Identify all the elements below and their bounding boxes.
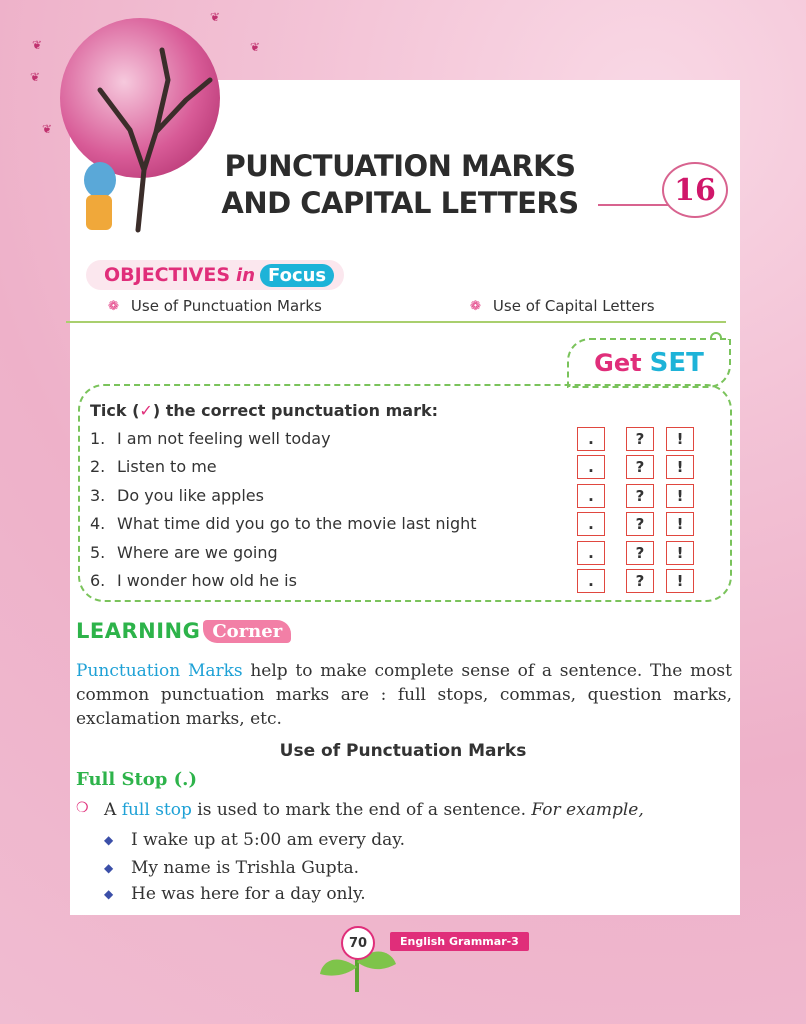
question-text: Listen to me [117, 457, 217, 476]
question-number: 2. [90, 457, 106, 476]
answer-checkbox[interactable]: ! [666, 541, 694, 565]
punctuation-marks-term: Punctuation Marks [76, 661, 243, 681]
girl-dress [86, 195, 112, 230]
objective-item [108, 297, 322, 315]
objective-text: Use of Capital Letters [492, 297, 655, 315]
objectives-banner [90, 262, 334, 288]
answer-checkbox[interactable]: ? [626, 484, 654, 508]
leaf-decoration: ❦ [42, 122, 53, 136]
learning-corner-banner [76, 619, 291, 643]
corner-word: Corner [203, 620, 291, 643]
chapter-title-line1: PUNCTUATION MARKS [224, 149, 576, 183]
question-row [90, 543, 278, 562]
rule-example-label: For example, [531, 800, 644, 820]
objectives-focus: Focus [260, 264, 334, 287]
objective-text: Use of Punctuation Marks [130, 297, 322, 315]
set-word: SET [649, 348, 704, 378]
chapter-number-connector [598, 204, 668, 206]
tick-icon: ✓ [139, 401, 153, 420]
question-text: Do you like apples [117, 486, 264, 505]
get-set-badge [567, 338, 731, 388]
answer-checkbox[interactable]: . [577, 541, 605, 565]
answer-checkbox[interactable]: ! [666, 512, 694, 536]
question-text: I wonder how old he is [117, 571, 297, 590]
example-text: My name is Trishla Gupta. [131, 858, 359, 878]
question-row [90, 571, 297, 590]
question-number: 6. [90, 571, 106, 590]
diamond-bullet-icon: ◆ [104, 887, 114, 901]
rule-text: A [104, 800, 122, 820]
answer-checkbox[interactable]: ? [626, 569, 654, 593]
question-number: 3. [90, 486, 106, 505]
learning-word: LEARNING [76, 619, 201, 643]
get-word: Get [594, 349, 642, 377]
answer-checkbox[interactable]: . [577, 455, 605, 479]
question-text: What time did you go to the movie last night [117, 514, 477, 533]
instruction-part: Tick ( [90, 401, 140, 420]
paragraph-text: help to make complete sense of a sentence. The most common punctuation marks are : full stops, commas, question marks, exclamation marks, etc. [76, 661, 732, 729]
chapter-title [190, 148, 610, 222]
answer-checkbox[interactable]: ! [666, 569, 694, 593]
objective-item [470, 297, 655, 315]
instruction-part: ) the correct punctuation mark: [152, 401, 439, 420]
answer-checkbox[interactable]: ? [626, 455, 654, 479]
answer-checkbox[interactable]: ! [666, 484, 694, 508]
rule-text: is used to mark the end of a sentence. [191, 800, 532, 820]
question-number: 4. [90, 514, 106, 533]
question-row [90, 429, 331, 448]
answer-checkbox[interactable]: ? [626, 512, 654, 536]
answer-checkbox[interactable]: ! [666, 455, 694, 479]
leaf-decoration: ❦ [32, 38, 43, 52]
question-row [90, 486, 264, 505]
answer-checkbox[interactable]: ? [626, 541, 654, 565]
circle-bullet-icon: ❍ [76, 800, 89, 816]
full-stop-heading: Full Stop (.) [76, 769, 197, 790]
chapter-title-line2: AND CAPITAL LETTERS [221, 186, 579, 220]
exercise-instruction [90, 401, 438, 420]
objectives-word: OBJECTIVES [104, 264, 231, 286]
example-item [104, 830, 405, 850]
question-number: 5. [90, 543, 106, 562]
section-title: Use of Punctuation Marks [279, 741, 527, 761]
example-item [104, 858, 359, 878]
answer-checkbox[interactable]: . [577, 484, 605, 508]
question-number: 1. [90, 429, 106, 448]
question-text: Where are we going [117, 543, 278, 562]
answer-checkbox[interactable]: . [577, 427, 605, 451]
example-text: He was here for a day only. [131, 884, 366, 904]
diamond-bullet-icon: ◆ [104, 861, 114, 875]
full-stop-rule [76, 800, 644, 820]
question-row [90, 457, 217, 476]
objectives-in: in [236, 264, 256, 286]
book-title-tag: English Grammar-3 [390, 932, 529, 951]
question-text: I am not feeling well today [117, 429, 331, 448]
girl-head [84, 162, 116, 198]
intro-paragraph [76, 659, 732, 731]
flower-bullet-icon: ❁ [470, 298, 481, 314]
full-stop-term: full stop [121, 800, 192, 820]
flower-bullet-icon: ❁ [108, 298, 119, 314]
example-item [104, 884, 366, 904]
diamond-bullet-icon: ◆ [104, 833, 114, 847]
answer-checkbox[interactable]: ! [666, 427, 694, 451]
leaf-decoration: ❦ [30, 70, 41, 84]
chapter-number: 16 [662, 162, 728, 218]
objectives-divider [66, 321, 726, 323]
example-text: I wake up at 5:00 am every day. [131, 830, 406, 850]
leaf-decoration: ❦ [250, 40, 261, 54]
answer-checkbox[interactable]: . [577, 512, 605, 536]
question-row [90, 514, 477, 533]
answer-checkbox[interactable]: ? [626, 427, 654, 451]
leaf-decoration: ❦ [210, 10, 221, 24]
answer-checkbox[interactable]: . [577, 569, 605, 593]
page-number: 70 [341, 926, 375, 960]
